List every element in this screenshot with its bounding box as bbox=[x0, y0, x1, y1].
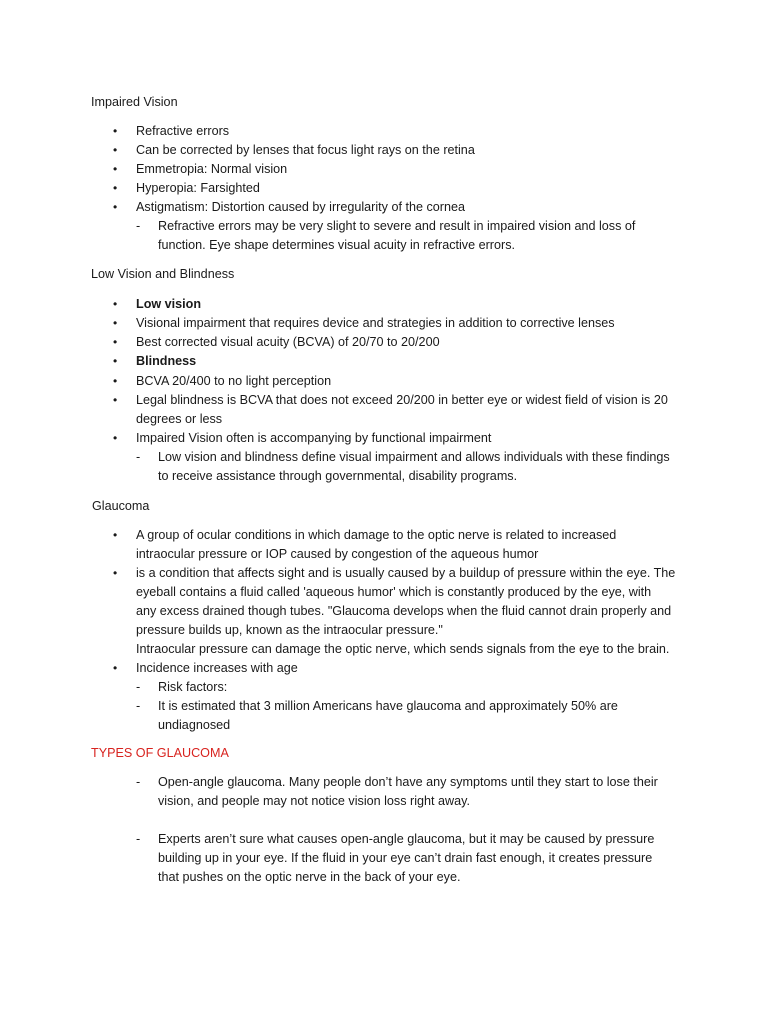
section-heading-glaucoma: Glaucoma bbox=[92, 499, 150, 513]
section-heading-low-vision: Low Vision and Blindness bbox=[91, 267, 235, 281]
list-item: Visional impairment that requires device and strategies in addition to corrective lenses bbox=[136, 316, 615, 330]
bullet-glyph: • bbox=[113, 200, 118, 214]
sub-item-line: Low vision and blindness define visual impairment and allows individuals with these findings bbox=[158, 450, 670, 464]
bullet-glyph: • bbox=[113, 528, 118, 542]
sub-item-line: to receive assistance through governmental, disability programs. bbox=[158, 469, 518, 483]
dash-glyph: - bbox=[136, 775, 141, 789]
sub-item-line: Open-angle glaucoma. Many people don’t have any symptoms until they start to lose their bbox=[158, 775, 658, 789]
bullet-glyph: • bbox=[113, 316, 118, 330]
sub-item-line: Refractive errors may be very slight to severe and result in impaired vision and loss of bbox=[158, 219, 636, 233]
bullet-glyph: • bbox=[113, 354, 118, 368]
sub-item-line: vision, and people may not notice vision loss right away. bbox=[158, 794, 470, 808]
bullet-glyph: • bbox=[113, 181, 118, 195]
bullet-glyph: • bbox=[113, 297, 118, 311]
bullet-glyph: • bbox=[113, 124, 118, 138]
bullet-glyph: • bbox=[113, 393, 118, 407]
list-item: BCVA 20/400 to no light perception bbox=[136, 374, 332, 388]
dash-glyph: - bbox=[136, 680, 141, 694]
list-item: Impaired Vision often is accompanying by functional impairment bbox=[136, 431, 492, 445]
list-item: Astigmatism: Distortion caused by irregularity of the cornea bbox=[136, 200, 465, 214]
dash-glyph: - bbox=[136, 699, 141, 713]
list-item: is a condition that affects sight and is usually caused by a buildup of pressure within the eye. The bbox=[136, 566, 676, 580]
bullet-glyph: • bbox=[113, 661, 118, 675]
list-item: Blindness bbox=[136, 354, 197, 368]
list-item: Low vision bbox=[136, 297, 202, 311]
bullet-glyph: • bbox=[113, 143, 118, 157]
list-item-continuation: any excess drained though tubes. "Glaucoma develops when the fluid cannot drain properly and bbox=[136, 604, 672, 618]
list-item-continuation: intraocular pressure or IOP caused by congestion of the aqueous humor bbox=[136, 547, 539, 561]
list-item-continuation: degrees or less bbox=[136, 412, 223, 426]
list-item: Refractive errors bbox=[136, 124, 230, 138]
dash-glyph: - bbox=[136, 450, 141, 464]
list-item: Emmetropia: Normal vision bbox=[136, 162, 288, 176]
dash-glyph: - bbox=[136, 219, 141, 233]
bullet-glyph: • bbox=[113, 431, 118, 445]
list-item: Incidence increases with age bbox=[136, 661, 298, 675]
list-item: Best corrected visual acuity (BCVA) of 20/70 to 20/200 bbox=[136, 335, 440, 349]
section-heading-impaired-vision: Impaired Vision bbox=[91, 95, 178, 109]
section-heading-types-of-glaucoma: TYPES OF GLAUCOMA bbox=[91, 746, 229, 760]
list-item-continuation: eyeball contains a fluid called 'aqueous humor' which is constantly produced by the eye, with bbox=[136, 585, 652, 599]
sub-item-line: It is estimated that 3 million Americans have glaucoma and approximately 50% are bbox=[158, 699, 618, 713]
sub-item-line: Risk factors: bbox=[158, 680, 228, 694]
bullet-glyph: • bbox=[113, 566, 118, 580]
sub-item-line: undiagnosed bbox=[158, 718, 231, 732]
sub-item-line: Experts aren’t sure what causes open-angle glaucoma, but it may be caused by pressure bbox=[158, 832, 655, 846]
dash-glyph: - bbox=[136, 832, 141, 846]
list-item: Can be corrected by lenses that focus light rays on the retina bbox=[136, 143, 475, 157]
sub-item-line: that pushes on the optic nerve in the back of your eye. bbox=[158, 870, 461, 884]
list-item: Hyperopia: Farsighted bbox=[136, 181, 260, 195]
list-item-continuation: Intraocular pressure can damage the optic nerve, which sends signals from the eye to the brain. bbox=[136, 642, 670, 656]
bullet-glyph: • bbox=[113, 162, 118, 176]
bullet-glyph: • bbox=[113, 374, 118, 388]
list-item-continuation: pressure builds up, known as the intraocular pressure." bbox=[136, 623, 443, 637]
list-item: A group of ocular conditions in which damage to the optic nerve is related to increased bbox=[136, 528, 617, 542]
list-item: Legal blindness is BCVA that does not exceed 20/200 in better eye or widest field of vision is 20 bbox=[136, 393, 668, 407]
sub-item-line: building up in your eye. If the fluid in your eye can’t drain fast enough, it creates pressure bbox=[158, 851, 653, 865]
sub-item-line: function. Eye shape determines visual acuity in refractive errors. bbox=[158, 238, 515, 252]
bullet-glyph: • bbox=[113, 335, 118, 349]
